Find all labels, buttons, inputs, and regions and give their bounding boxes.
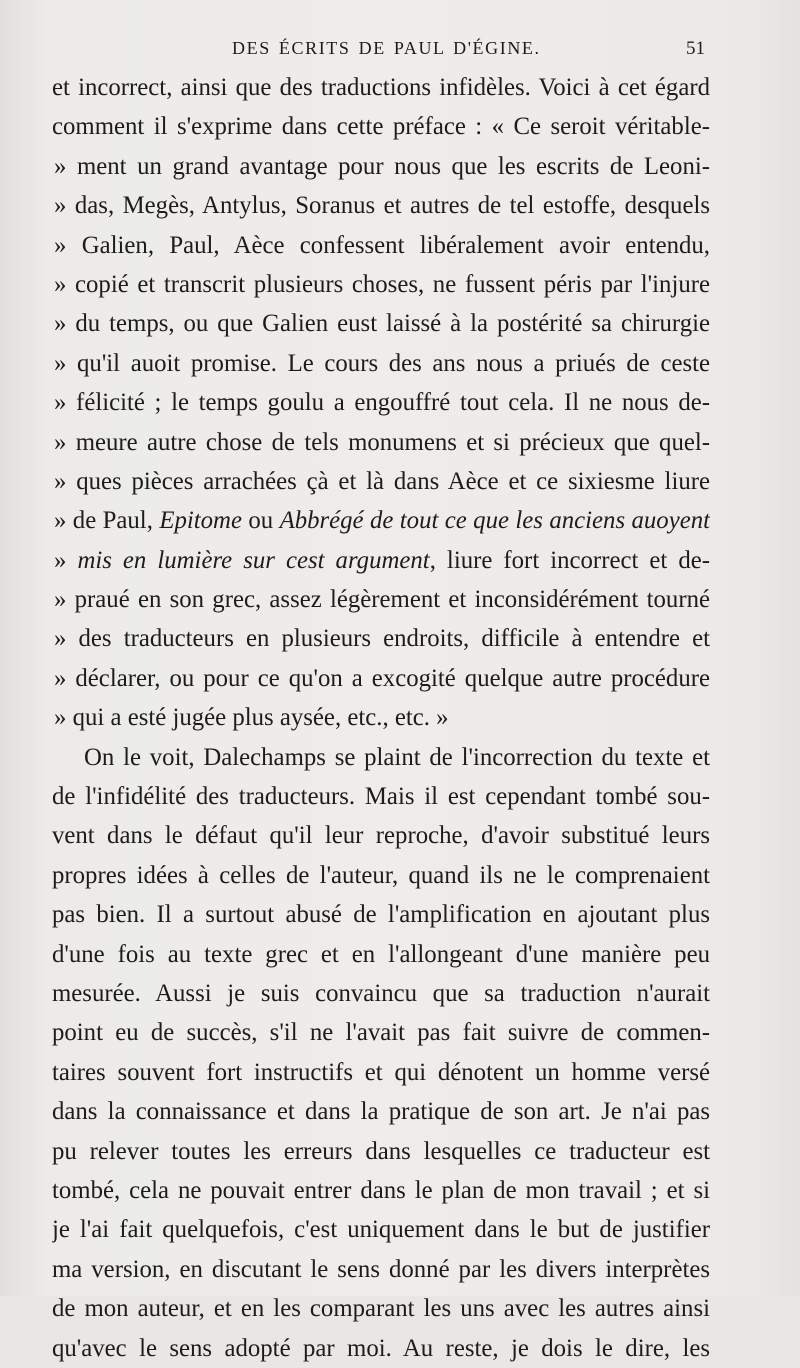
text-line: » copié et transcrit plusieurs choses, ne fussent péris par l'injure bbox=[54, 270, 710, 298]
text-line: » meure autre chose de tels monumens et si précieux que quel- bbox=[54, 428, 710, 456]
page-header bbox=[0, 34, 800, 64]
text-line bbox=[52, 501, 710, 540]
text-line: tombé, cela ne pouvait entrer dans le plan de mon travail ; et si bbox=[52, 1176, 710, 1204]
text-line: » das, Megès, Antylus, Soranus et autres de tel estoffe, desquels bbox=[54, 192, 710, 220]
text-line: » praué en son grec, assez légèrement et inconsidérément tourné bbox=[54, 586, 710, 614]
text-line: propres idées à celles de l'auteur, quand ils ne le comprenaient bbox=[52, 861, 710, 889]
page-number: 51 bbox=[686, 38, 705, 59]
text-line: » des traducteurs en plusieurs endroits, difficile à entendre et bbox=[54, 625, 710, 653]
text-line: de l'infidélité des traducteurs. Mais il est cependant tombé sou- bbox=[52, 783, 710, 811]
text-line: point eu de succès, s'il ne l'avait pas fait suivre de commen- bbox=[52, 1019, 710, 1047]
text-line: pas bien. Il a surtout abusé de l'amplification en ajoutant plus bbox=[52, 901, 710, 929]
text-line: dans la connaissance et dans la pratique de son art. Je n'ai pas bbox=[52, 1098, 710, 1126]
text-line: de mon auteur, et en les comparant les uns avec les autres ainsi bbox=[52, 1295, 710, 1323]
text-run: » de Paul, bbox=[54, 507, 160, 535]
text-line: comment il s'exprime dans cette préface : « Ce seroit véritable- bbox=[52, 113, 710, 141]
running-title: DES ÉCRITS DE PAUL D'ÉGINE. bbox=[232, 38, 541, 58]
text-line: » ment un grand avantage pour nous que les escrits de Leoni- bbox=[54, 152, 710, 180]
text-line: et incorrect, ainsi que des traductions infidèles. Voici à cet égard bbox=[52, 74, 710, 101]
text-line: » ques pièces arrachées çà et là dans Aèce et ce sixiesme liure bbox=[54, 467, 710, 495]
text-line: mesurée. Aussi je suis convaincu que sa traduction n'aurait bbox=[52, 979, 710, 1007]
text-line: » félicité ; le temps goulu a engouffré tout cela. Il ne nous de- bbox=[54, 389, 710, 417]
text-line: ma version, en discutant le sens donné par les divers interprètes bbox=[52, 1255, 710, 1283]
italic-title: Abbrégé de tout ce que les anciens auoyent bbox=[279, 507, 710, 535]
text-line: vent dans le défaut qu'il leur reproche, d'avoir substitué leurs bbox=[52, 822, 710, 850]
text-line: » qui a esté jugée plus aysée, etc., etc. » bbox=[54, 704, 449, 732]
text-run: ou bbox=[241, 507, 280, 535]
text-line bbox=[52, 541, 710, 580]
text-line: » Galien, Paul, Aèce confessent libéralement avoir entendu, bbox=[54, 231, 710, 259]
text-line: » du temps, ou que Galien eust laissé à la postérité sa chirurgie bbox=[54, 310, 710, 338]
italic-title: Epitome bbox=[159, 507, 242, 535]
italic-title: mis en lumière sur cest argument bbox=[77, 546, 430, 574]
text-run: » bbox=[54, 546, 78, 574]
text-line: pu relever toutes les erreurs dans lesquelles ce traducteur est bbox=[52, 1137, 710, 1165]
text-line: qu'avec le sens adopté par moi. Au reste, je dois le dire, les bbox=[52, 1334, 710, 1362]
text-line: d'une fois au texte grec et en l'allongeant d'une manière peu bbox=[52, 940, 710, 968]
text-line: » déclarer, ou pour ce qu'on a excogité quelque autre procédure bbox=[54, 664, 710, 692]
text-line: » qu'il auoit promise. Le cours des ans nous a priués de ceste bbox=[54, 349, 710, 377]
body-text bbox=[52, 68, 710, 1368]
text-line: taires souvent fort instructifs et qui dénotent un homme versé bbox=[52, 1058, 710, 1086]
text-line: On le voit, Dalechamps se plaint de l'incorrection du texte et bbox=[84, 743, 710, 771]
text-line: je l'ai fait quelquefois, c'est uniquement dans le but de justifier bbox=[52, 1216, 710, 1244]
text-run: , liure fort incorrect et de- bbox=[429, 546, 710, 574]
